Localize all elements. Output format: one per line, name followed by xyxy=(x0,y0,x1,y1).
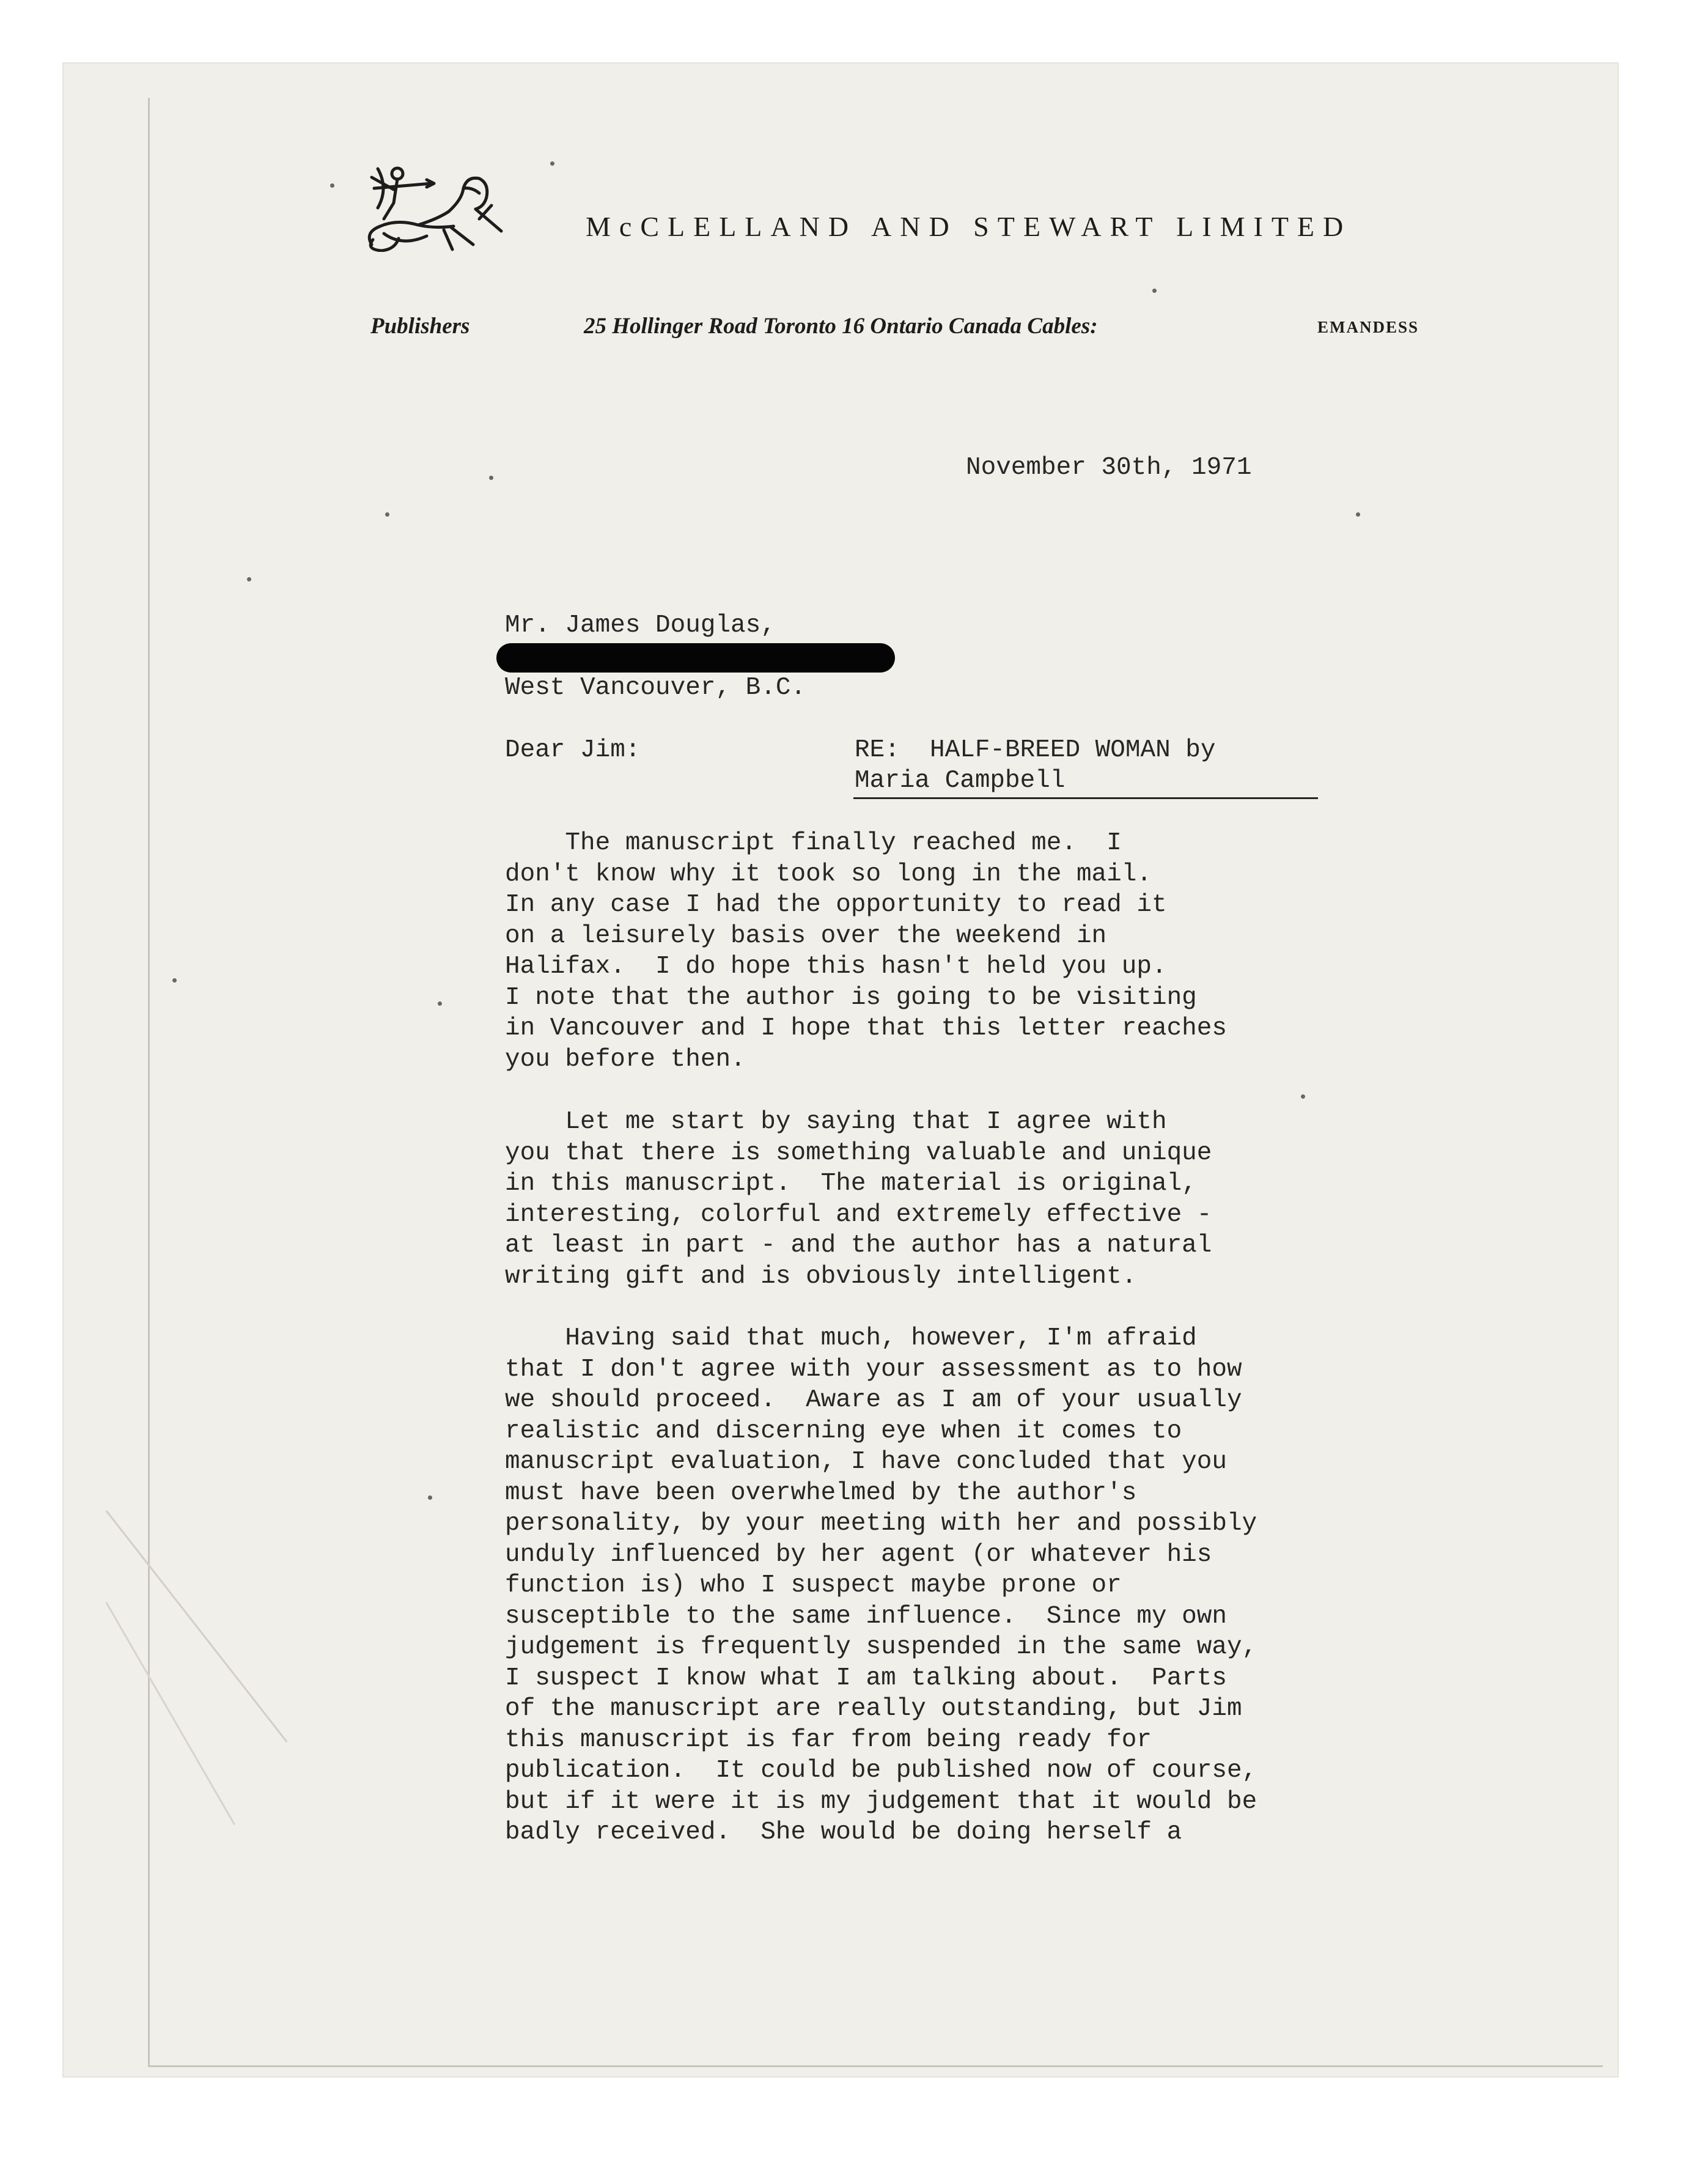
paper-speck xyxy=(550,161,554,166)
paper-speck xyxy=(385,512,389,517)
paper-speck xyxy=(1152,289,1157,293)
subject-line-1: RE: HALF-BREED WOMAN by xyxy=(855,736,1216,764)
subject-underline xyxy=(853,797,1318,799)
bottom-edge-rule xyxy=(148,2065,1603,2067)
paper-speck xyxy=(1301,1094,1305,1099)
left-margin-rule xyxy=(148,98,150,2067)
subject-line-2: Maria Campbell xyxy=(855,767,1066,795)
redacted-street-address xyxy=(496,643,895,673)
archer-on-horse-logo xyxy=(359,160,504,252)
paper-speck xyxy=(172,978,177,983)
paper-speck xyxy=(247,577,251,581)
recipient-city: West Vancouver, B.C. xyxy=(505,674,806,702)
body-paragraph-3: Having said that much, however, I'm afraid that I don't agree with your assessment as to how we should proceed. Aware as I am of your usually realistic and discerning eye when it comes to manuscript evaluation, I have concluded that you must have been overwhelmed by the author's personality, by your meeting with her and possibly unduly influenced by her agent (or whatever his function is) who I suspect maybe prone or susceptible to the same influence. Since my own judgement is frequently suspended in the same way, I suspect I know what I am talking about. Parts of the manuscript are really outstanding, but Jim this manuscript is far from being ready for publication. It could be published now of course, but if it were it is my judgement that it would be badly received. She would be doing herself a xyxy=(505,1324,1257,1846)
letter-date: November 30th, 1971 xyxy=(966,454,1252,482)
cables-code: EMANDESS xyxy=(1317,318,1419,336)
company-name: McCLELLAND AND STEWART LIMITED xyxy=(586,211,1352,242)
salutation: Dear Jim: xyxy=(505,736,641,764)
paper-speck xyxy=(438,1001,442,1006)
paper-speck xyxy=(1356,512,1360,517)
recipient-name: Mr. James Douglas, xyxy=(505,611,776,640)
paper-speck xyxy=(428,1495,432,1500)
body-paragraph-2: Let me start by saying that I agree with you that there is something valuable and unique in this manuscript. The material is original, interesting, colorful and extremely effective - at least in part - and the author has a natural writing gift and is obviously intelligent. xyxy=(505,1108,1212,1291)
paper-speck xyxy=(330,183,334,188)
body-paragraph-1: The manuscript finally reached me. I don't know why it took so long in the mail. In any case I had the opportunity to read it on a leisurely basis over the weekend in Halifax. I do hope this hasn't held you up. I note that the author is going to be visiting in Vancouver and I hope that this letter reaches you before then. xyxy=(505,829,1227,1074)
publishers-label: Publishers xyxy=(370,314,470,339)
paper-speck xyxy=(489,476,493,480)
company-address: 25 Hollinger Road Toronto 16 Ontario Canada Cables: xyxy=(584,314,1098,339)
